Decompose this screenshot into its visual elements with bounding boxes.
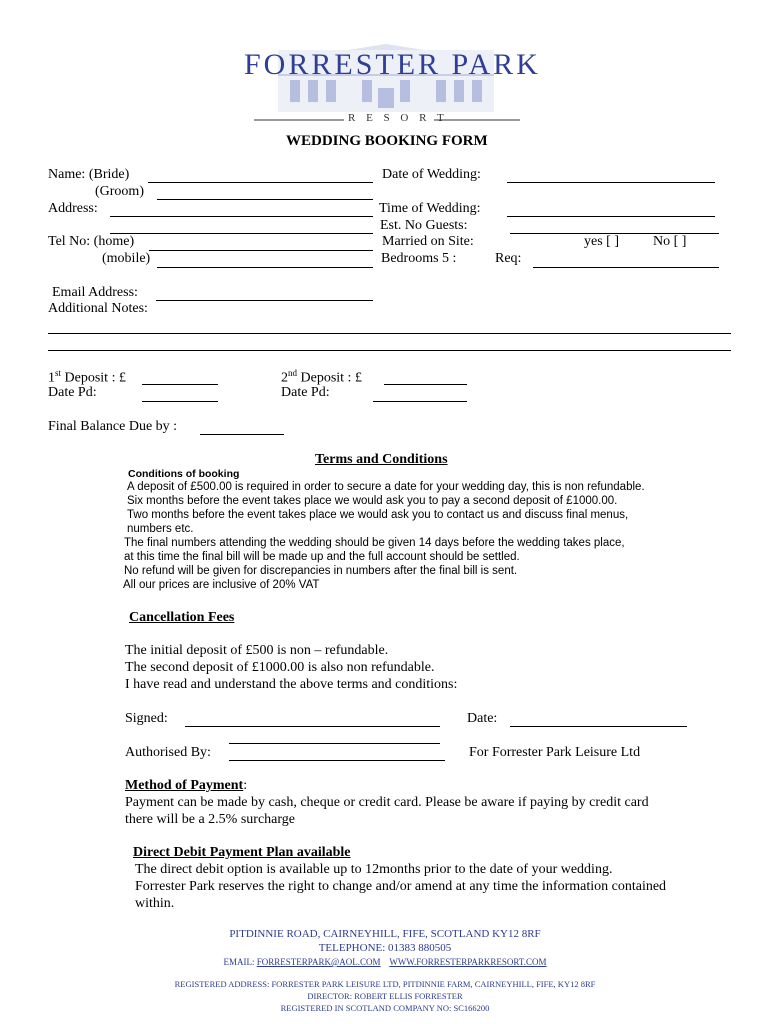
- input-final-balance[interactable]: [200, 434, 284, 435]
- input-bride[interactable]: [148, 182, 373, 183]
- cancellation-line: I have read and understand the above terms and conditions:: [125, 677, 458, 692]
- footer-address: PITDINNIE ROAD, CAIRNEYHILL, FIFE, SCOTLAND KY12 8RF: [229, 928, 541, 940]
- cancellation-line: The second deposit of £1000.00 is also non refundable.: [125, 660, 435, 675]
- direct-debit-heading: Direct Debit Payment Plan available: [133, 845, 351, 860]
- terms-line: No refund will be given for discrepancies in numbers after the final bill is sent.: [124, 565, 518, 577]
- label-date-of-wedding: Date of Wedding:: [382, 167, 481, 182]
- input-notes-2[interactable]: [48, 350, 731, 351]
- label-signed: Signed:: [125, 711, 168, 726]
- second-deposit-text: Deposit : £: [300, 370, 362, 386]
- cancellation-heading: Cancellation Fees: [129, 610, 235, 625]
- terms-heading: Terms and Conditions: [315, 452, 448, 467]
- cancellation-line: The initial deposit of £500 is non – refundable.: [125, 643, 389, 658]
- terms-line: The final numbers attending the wedding should be given 14 days before the wedding takes place,: [124, 537, 625, 549]
- direct-debit-line: within.: [135, 896, 175, 911]
- input-address-1[interactable]: [110, 216, 373, 217]
- payment-heading: [125, 778, 247, 794]
- label-bedrooms: Bedrooms 5 :: [381, 251, 457, 266]
- input-date-of-wedding[interactable]: [507, 182, 715, 183]
- input-first-deposit[interactable]: [142, 384, 218, 385]
- label-est-guests: Est. No Guests:: [380, 218, 468, 233]
- option-yes[interactable]: yes [ ]: [584, 234, 619, 249]
- label-authorised-by: Authorised By:: [125, 745, 211, 760]
- option-no[interactable]: No [ ]: [653, 234, 687, 249]
- footer-contact: [0, 957, 770, 967]
- footer-company: REGISTERED IN SCOTLAND COMPANY NO: SC166200: [280, 1003, 490, 1013]
- terms-line: Two months before the event takes place we would ask you to contact us and discuss final menus,: [127, 509, 629, 521]
- second-deposit-num: 2: [281, 370, 288, 386]
- input-email[interactable]: [156, 300, 373, 301]
- label-mobile: (mobile): [102, 251, 151, 266]
- footer-website-link[interactable]: WWW.FORRESTERPARKRESORT.COM: [389, 957, 547, 967]
- first-deposit-sup: st: [55, 368, 62, 378]
- payment-line: there will be a 2.5% surcharge: [125, 812, 296, 827]
- terms-line: Six months before the event takes place we would ask you to pay a second deposit of £1000.00.: [127, 495, 618, 507]
- label-time-of-wedding: Time of Wedding:: [379, 201, 481, 216]
- first-deposit-text: Deposit : £: [64, 370, 126, 386]
- direct-debit-line: Forrester Park reserves the right to change and/or amend at any time the information contained: [135, 879, 667, 894]
- label-final-balance: Final Balance Due by :: [48, 419, 178, 434]
- input-authorised-by[interactable]: [229, 760, 445, 761]
- payment-heading-text: Method of Payment: [125, 778, 244, 793]
- input-tel-home[interactable]: [149, 250, 373, 251]
- input-address-2[interactable]: [110, 233, 373, 234]
- input-date-pd-2[interactable]: [373, 401, 467, 402]
- second-deposit-sup: nd: [288, 368, 297, 378]
- payment-heading-colon: :: [243, 778, 248, 793]
- direct-debit-line: The direct debit option is available up to 12months prior to the date of your wedding.: [135, 862, 613, 877]
- terms-line: at this time the final bill will be made up and the full account should be settled.: [124, 551, 520, 563]
- input-signed-2[interactable]: [229, 743, 440, 744]
- label-req: Req:: [495, 251, 522, 266]
- input-time-of-wedding[interactable]: [507, 216, 715, 217]
- payment-line: Payment can be made by cash, cheque or credit card. Please be aware if paying by credit card: [125, 795, 649, 810]
- label-bride: Name: (Bride): [48, 167, 130, 182]
- conditions-title: Conditions of booking: [128, 468, 240, 480]
- terms-line: numbers etc.: [127, 523, 194, 535]
- label-additional-notes: Additional Notes:: [48, 301, 148, 316]
- first-deposit-num: 1: [48, 370, 55, 386]
- input-req[interactable]: [533, 267, 719, 268]
- input-notes-1[interactable]: [48, 333, 731, 334]
- label-address: Address:: [48, 201, 98, 216]
- label-email: Email Address:: [52, 285, 138, 300]
- label-married-on-site: Married on Site:: [382, 234, 474, 249]
- label-second-deposit: [281, 368, 362, 387]
- for-company: For Forrester Park Leisure Ltd: [469, 745, 641, 760]
- terms-line: All our prices are inclusive of 20% VAT: [123, 579, 320, 591]
- logo: [238, 44, 541, 128]
- input-date-pd-1[interactable]: [142, 401, 218, 402]
- input-second-deposit[interactable]: [384, 384, 467, 385]
- form-title: WEDDING BOOKING FORM: [286, 133, 488, 149]
- label-date-pd-1: Date Pd:: [48, 385, 97, 400]
- label-first-deposit: [48, 368, 126, 387]
- input-groom[interactable]: [157, 199, 373, 200]
- label-groom: (Groom): [95, 184, 144, 199]
- footer-director: DIRECTOR: ROBERT ELLIS FORRESTER: [307, 991, 463, 1001]
- input-signed[interactable]: [185, 726, 440, 727]
- footer-email-label: EMAIL:: [223, 957, 255, 967]
- terms-line: A deposit of £500.00 is required in order to secure a date for your wedding day, this is non refundable.: [127, 481, 645, 493]
- input-mobile[interactable]: [157, 267, 373, 268]
- label-tel-home: Tel No: (home): [48, 234, 135, 249]
- input-date[interactable]: [510, 726, 687, 727]
- label-date-pd-2: Date Pd:: [281, 385, 330, 400]
- footer-telephone: TELEPHONE: 01383 880505: [318, 942, 452, 954]
- label-date: Date:: [467, 711, 498, 726]
- brand-name: FORRESTER PARK: [244, 48, 541, 81]
- footer-registered: REGISTERED ADDRESS: FORRESTER PARK LEISURE LTD, PITDINNIE FARM, CAIRNEYHILL, FIFE, KY12 8RF: [174, 979, 596, 989]
- footer-email-link[interactable]: FORRESTERPARK@AOL.COM: [256, 957, 381, 967]
- brand-sub: R E S O R T: [348, 112, 448, 124]
